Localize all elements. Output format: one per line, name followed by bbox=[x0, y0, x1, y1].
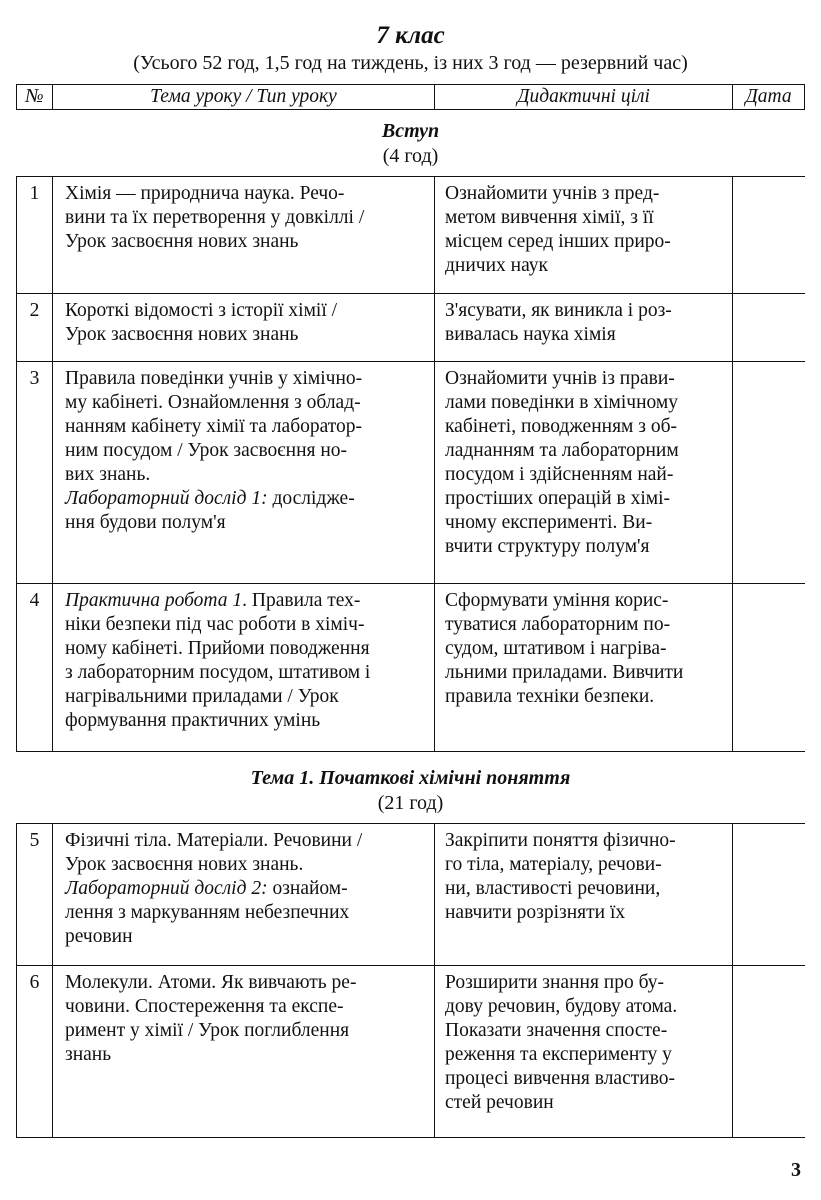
table-header bbox=[16, 84, 805, 110]
table-row bbox=[17, 584, 805, 752]
lesson-goal: Закріпити поняття фізично- го тіла, матеріалу, речови- ни, властивості речовини, навчити розрізняти їх bbox=[435, 824, 733, 966]
section-hours: (21 год) bbox=[377, 792, 444, 814]
page-number: 3 bbox=[791, 1159, 801, 1181]
lesson-goal: Ознайомити учнів з пред- метом вивчення хімії, з її місцем серед інших приро- дничих наук bbox=[435, 177, 733, 294]
lesson-topic: Правила поведінки учнів у хімічно- му кабінеті. Ознайомлення з облад- нанням кабінету хімії та лаборатор- ним посудом / Урок засвоєння но- вих знань. Лабораторний дослід 1: дослідже- ння будови полум'я bbox=[53, 362, 435, 584]
section-title: Тема 1. Початкові хімічні поняття bbox=[250, 767, 571, 789]
table-row bbox=[17, 824, 805, 966]
lesson-goal: З'ясувати, як виникла і роз- вивалась наука хімія bbox=[435, 294, 733, 362]
table-row bbox=[17, 362, 805, 584]
lesson-number: 2 bbox=[17, 294, 53, 362]
section-hours: (4 год) bbox=[382, 145, 439, 167]
lesson-topic: Фізичні тіла. Матеріали. Речовини / Урок засвоєння нових знань. Лабораторний дослід 2: ознайом- лення з маркуванням небезпечних речовин bbox=[53, 824, 435, 966]
lesson-date bbox=[733, 294, 805, 362]
header-num: № bbox=[17, 85, 53, 110]
header-goal: Дидактичні цілі bbox=[435, 85, 733, 110]
lesson-topic: Практична робота 1. Правила тех- ніки безпеки під час роботи в хіміч- ному кабінеті. Прийоми поводження з лабораторним посудом, штативом і нагрівальними приладами / Урок формування практичних умінь bbox=[53, 584, 435, 752]
lesson-number: 5 bbox=[17, 824, 53, 966]
table-row bbox=[17, 177, 805, 294]
section-title: Вступ bbox=[381, 120, 440, 142]
lesson-date bbox=[733, 177, 805, 294]
lesson-topic: Короткі відомості з історії хімії / Урок засвоєння нових знань bbox=[53, 294, 435, 362]
page-title: 7 клас bbox=[376, 22, 445, 49]
lesson-date bbox=[733, 966, 805, 1138]
header-topic: Тема уроку / Тип уроку bbox=[53, 85, 435, 110]
lesson-number: 4 bbox=[17, 584, 53, 752]
lesson-topic: Хімія — природнича наука. Речо- вини та їх перетворення у довкіллі / Урок засвоєння нових знань bbox=[53, 177, 435, 294]
page-subtitle: (Усього 52 год, 1,5 год на тиждень, із них 3 год — резервний час) bbox=[133, 52, 688, 74]
lesson-number: 1 bbox=[17, 177, 53, 294]
lesson-topic: Молекули. Атоми. Як вивчають ре- човини. Спостереження та експе- римент у хімії / Урок поглиблення знань bbox=[53, 966, 435, 1138]
lesson-number: 6 bbox=[17, 966, 53, 1138]
lesson-number: 3 bbox=[17, 362, 53, 584]
lesson-table-intro bbox=[16, 176, 805, 752]
table-row bbox=[17, 294, 805, 362]
lesson-date bbox=[733, 362, 805, 584]
header-date: Дата bbox=[733, 85, 805, 110]
lesson-goal: Розширити знання про бу- дову речовин, будову атома. Показати значення спосте- реження та експерименту у процесі вивчення властиво- стей речовин bbox=[435, 966, 733, 1138]
lesson-goal: Ознайомити учнів із прави- лами поведінки в хімічному кабінеті, поводженням з об- ладнанням та лабораторним посудом і здійсненням най- простіших операцій в хімі- чному експерименті. Ви- вчити структуру полум'я bbox=[435, 362, 733, 584]
lesson-table-topic-1 bbox=[16, 823, 805, 1138]
lesson-goal: Сформувати уміння корис- туватися лабораторним по- судом, штативом і нагріва- льними приладами. Вивчити правила техніки безпеки. bbox=[435, 584, 733, 752]
lesson-date bbox=[733, 584, 805, 752]
table-row bbox=[17, 966, 805, 1138]
lesson-date bbox=[733, 824, 805, 966]
